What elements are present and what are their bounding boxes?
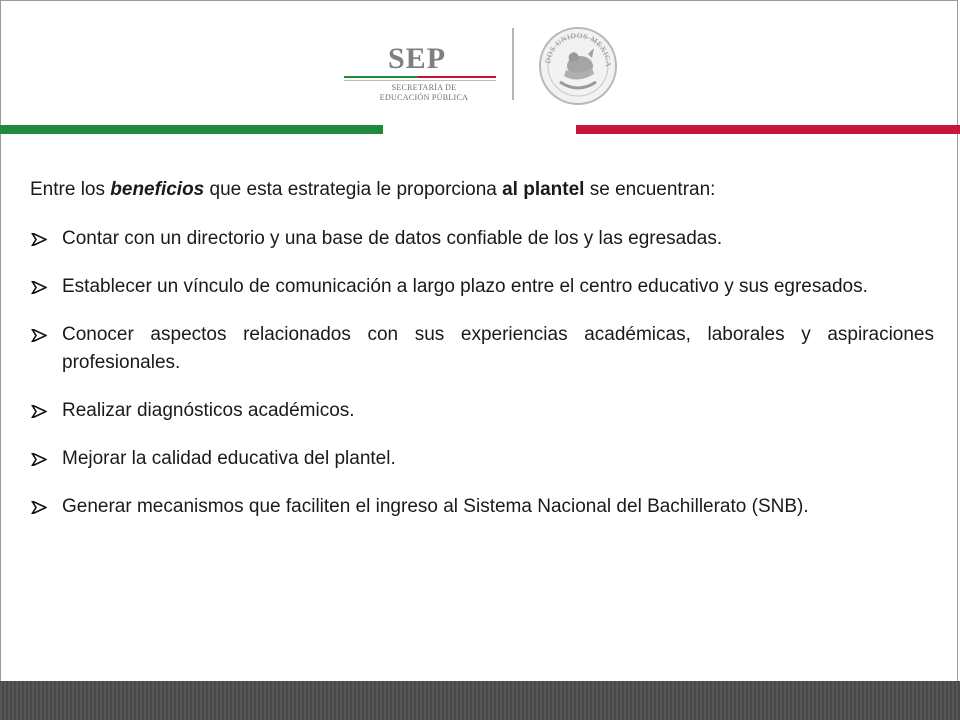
footer-bar bbox=[0, 681, 960, 720]
sep-logo-subtitle bbox=[374, 83, 474, 103]
intro-emphasis-beneficios: beneficios bbox=[110, 179, 205, 200]
list-item-text: Contar con un directorio y una base de datos confiable de los y las egresadas. bbox=[62, 228, 723, 249]
arrowhead-bullet-icon bbox=[31, 225, 47, 246]
list-item bbox=[30, 445, 934, 473]
list-item-text: Conocer aspectos relacionados con sus experiencias académicas, laborales y aspiraciones profesionales. bbox=[62, 324, 934, 373]
red-accent-bar bbox=[576, 125, 960, 134]
intro-emphasis-plantel: al plantel bbox=[502, 179, 585, 200]
logo-red-line bbox=[418, 76, 496, 78]
slide-content bbox=[30, 176, 934, 521]
sep-logo-text: SEP bbox=[388, 42, 447, 75]
logo-subtitle-line2: EDUCACIÓN PÚBLICA bbox=[379, 93, 469, 102]
list-item bbox=[30, 493, 934, 521]
list-item-text: Realizar diagnósticos académicos. bbox=[62, 400, 355, 421]
list-item bbox=[30, 273, 934, 301]
mexico-seal-icon bbox=[536, 24, 620, 108]
logo-green-line bbox=[344, 76, 418, 78]
list-item bbox=[30, 321, 934, 377]
green-accent-bar bbox=[0, 125, 383, 134]
arrowhead-bullet-icon bbox=[31, 273, 47, 294]
sep-logo bbox=[344, 40, 504, 110]
logo-gray-line bbox=[344, 80, 496, 81]
intro-text-2: que esta estrategia le proporciona bbox=[204, 179, 503, 200]
arrowhead-bullet-icon bbox=[31, 493, 47, 514]
list-item-text: Establecer un vínculo de comunicación a largo plazo entre el centro educativo y sus egresados. bbox=[62, 276, 868, 297]
list-item-text: Generar mecanismos que faciliten el ingreso al Sistema Nacional del Bachillerato (SNB). bbox=[62, 496, 809, 517]
arrowhead-bullet-icon bbox=[31, 321, 47, 342]
arrowhead-bullet-icon bbox=[31, 445, 47, 466]
intro-paragraph bbox=[30, 176, 934, 204]
logo-subtitle-line1: SECRETARÍA DE bbox=[391, 83, 457, 92]
header-divider bbox=[512, 28, 514, 100]
list-item-text: Mejorar la calidad educativa del plantel. bbox=[62, 448, 396, 469]
arrowhead-bullet-icon bbox=[31, 397, 47, 418]
intro-text-3: se encuentran: bbox=[584, 179, 716, 200]
list-item bbox=[30, 225, 934, 253]
seal-text: DOS UNIDOS MEXICA bbox=[543, 30, 614, 68]
intro-text-1: Entre los bbox=[30, 179, 111, 200]
list-item bbox=[30, 397, 934, 425]
benefits-list bbox=[30, 225, 934, 521]
